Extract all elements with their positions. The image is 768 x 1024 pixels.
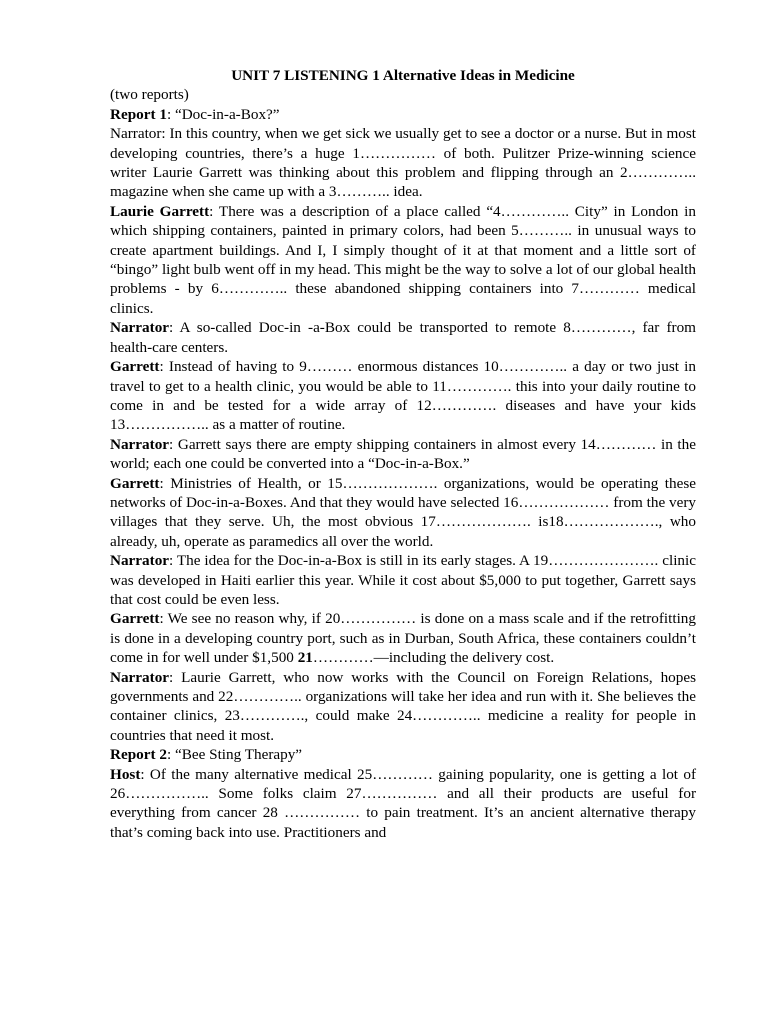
- paragraph-text: Instead of having to 9……… enormous distances 10………….. a day or two just in travel to get to a health clinic, you would be able to 11…………. this into your daily routine to come in and be tested for a wide array of 12…………. diseases and have your kids 13…………….. as a matter of routine.: [110, 358, 696, 434]
- speaker-name: Laurie Garrett: [110, 202, 210, 220]
- paragraph-narrator-5: [110, 668, 696, 746]
- paragraph-narrator-4: [110, 551, 696, 609]
- blank-number-bold: 21: [297, 649, 313, 667]
- paragraph-text: The idea for the Doc-in-a-Box is still in its early stages. A 19…………………. clinic was developed in Haiti earlier this year. While it cost about $5,000 to put together, Garrett says that cost could be even less.: [110, 552, 696, 608]
- speaker-separator: :: [169, 552, 174, 570]
- paragraph-text: Ministries of Health, or 15………………. organizations, would be operating these networks of Doc-in-a-Boxes. And that they would have selected 16……………… from the very villages that they serve. Uh, the most obvious 17………………. is18………………., who already, uh, operate as paramedics all over the world.: [110, 474, 696, 550]
- subtitle: (two reports): [110, 86, 189, 104]
- page-title: UNIT 7 LISTENING 1 Alternative Ideas in Medicine: [231, 67, 575, 84]
- report-2-label: Report 2: [110, 746, 167, 764]
- paragraph-text: Narrator: In this country, when we get sick we usually get to see a doctor or a nurse. But in most developing countries, there’s a huge 1…………… of both. Pulitzer Prize-winning science writer Laurie Garrett was thinking about this problem and flipping through an 2………….. magazine when she came up with a 3……….. idea.: [110, 125, 696, 201]
- report-2-heading: [110, 745, 696, 764]
- paragraph-text-tail: …………—including the delivery cost.: [312, 649, 555, 667]
- paragraph-text: Of the many alternative medical 25………… gaining popularity, one is getting a lot of 26…………….. Some folks claim 27…………… and all their products are useful for everything from cancer 28 …………… to pain treatment. It’s an ancient alternative therapy that’s coming back into use. Practitioners and: [110, 765, 696, 841]
- speaker-name: Narrator: [110, 319, 170, 337]
- speaker-name: Narrator: [110, 552, 170, 570]
- paragraph-narrator-intro: [110, 124, 696, 202]
- paragraph-text: Garrett says there are empty shipping containers in almost every 14………… in the world; each one could be converted into a “Doc-in-a-Box.”: [110, 435, 696, 473]
- speaker-name: Host: [110, 765, 141, 783]
- report-1-heading: [110, 105, 696, 124]
- speaker-name: Garrett: [110, 358, 160, 376]
- paragraph-laurie-garrett: [110, 202, 696, 318]
- paragraph-host: [110, 765, 696, 843]
- paragraph-narrator-2: [110, 318, 696, 357]
- paragraph-garrett-1: [110, 357, 696, 435]
- paragraph-garrett-3: [110, 609, 696, 667]
- paragraph-text: We see no reason why, if 20…………… is done on a mass scale and if the retrofitting is done in a developing country port, such as in Durban, South Africa, these containers couldn’t come in for well under $1,500: [110, 610, 696, 667]
- speaker-separator: :: [169, 668, 174, 686]
- speaker-separator: :: [169, 319, 174, 337]
- paragraph-garrett-2: [110, 474, 696, 552]
- paragraph-narrator-3: [110, 435, 696, 474]
- speaker-separator: :: [159, 610, 164, 628]
- report-1-name: : “Doc-in-a-Box?”: [166, 105, 280, 123]
- speaker-name: Narrator: [110, 435, 170, 453]
- speaker-name: Narrator: [110, 668, 170, 686]
- paragraph-text: There was a description of a place called “4………….. City” in London in which shipping containers, painted in primary colors, had been 5……….. in unusual ways to create apartment buildings. And I, I simply thought of it at that moment and a little sort of “bingo” light bulb went off in my head. This might be the way to solve a lot of our global health problems - by 6………….. these abandoned shipping containers into 7………… medical clinics.: [110, 202, 696, 317]
- paragraph-text: A so-called Doc-in -a-Box could be transported to remote 8…………, far from health-care centers.: [110, 319, 696, 356]
- speaker-name: Garrett: [110, 610, 160, 628]
- speaker-name: Garrett: [110, 474, 160, 492]
- report-2-name: : “Bee Sting Therapy”: [166, 746, 303, 764]
- speaker-separator: :: [140, 765, 145, 783]
- speaker-separator: :: [159, 474, 164, 492]
- paragraph-text: Laurie Garrett, who now works with the Council on Foreign Relations, hopes governments and 22………….. organizations will take her idea and run with it. She believes the container clinics, 23…………., could make 24………….. medicine a reality for people in countries that need it most.: [110, 668, 696, 744]
- speaker-separator: :: [169, 435, 174, 453]
- speaker-separator: :: [159, 358, 164, 376]
- report-1-label: Report 1: [110, 105, 167, 123]
- speaker-separator: :: [209, 202, 214, 220]
